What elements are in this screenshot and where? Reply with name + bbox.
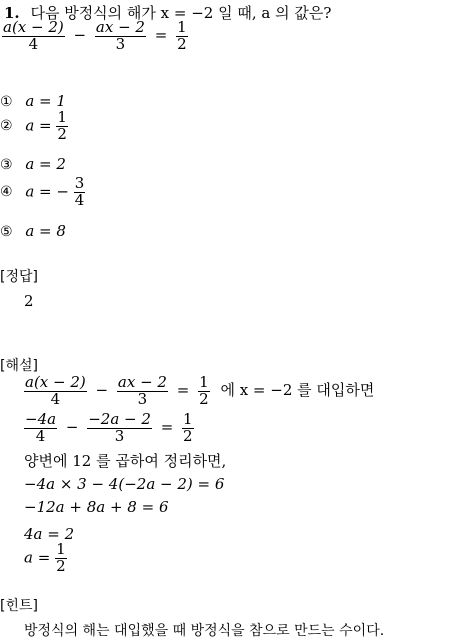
solution-line-2: $\frac{-4a}{4}$ − $\frac{-2a - 2}{3}$ = $\frac{1}{2}$ <box>25 410 193 445</box>
choice-marker: ① <box>0 94 13 110</box>
choice-expr: a = <box>25 116 52 135</box>
choice-4[interactable] <box>0 176 85 209</box>
eq-fraction-rhs: $\frac{1}{2}$ <box>177 18 187 53</box>
question-equation: $\frac{a(x - 2)}{4}$ − $\frac{ax - 2}{3}$ = $\frac{1}{2}$ <box>3 18 187 53</box>
solution-line-7: a = $\frac{1}{2}$ <box>24 540 66 575</box>
choice-1[interactable] <box>0 92 66 110</box>
sol2-fraction-2: $\frac{-2a - 2}{3}$ <box>88 410 151 445</box>
choice-expr: a = 8 <box>25 222 66 240</box>
sol2-fraction-rhs: $\frac{1}{2}$ <box>183 410 193 445</box>
sol7-fraction: $\frac{1}{2}$ <box>56 540 66 575</box>
sol2-fraction-1: $\frac{-4a}{4}$ <box>25 410 57 445</box>
hint-header: [힌트] <box>0 598 38 614</box>
sol1-tail: 에 x = −2 를 대입하면 <box>220 381 375 400</box>
question-number: 1. <box>4 4 20 22</box>
sol1-fraction-1: $\frac{a(x - 2)}{4}$ <box>25 373 86 408</box>
eq-fraction-1: $\frac{a(x - 2)}{4}$ <box>3 18 64 53</box>
solution-header: [해설] <box>0 358 38 374</box>
choice-expr: a = − <box>25 182 69 201</box>
choice-expr: a = 2 <box>25 155 66 173</box>
choice-5[interactable] <box>0 222 66 240</box>
choice-marker: ⑤ <box>0 224 13 240</box>
sol1-fraction-rhs: $\frac{1}{2}$ <box>199 373 209 408</box>
solution-line-5: −12a + 8a + 8 = 6 <box>24 498 169 516</box>
question-text: 다음 방정식의 해가 x = −2 일 때, a 의 값은? <box>30 4 332 22</box>
eq-fraction-2: $\frac{ax - 2}{3}$ <box>95 18 145 53</box>
choice-fraction: $\frac{3}{4}$ <box>74 174 85 209</box>
solution-line-6: 4a = 2 <box>24 525 75 543</box>
solution-line-3: 양변에 12 를 곱하여 정리하면, <box>24 452 227 470</box>
choice-3[interactable] <box>0 155 66 173</box>
choice-marker: ④ <box>0 184 13 201</box>
choice-expr: a = 1 <box>25 92 66 110</box>
answer-value: 2 <box>24 292 34 310</box>
choice-2[interactable] <box>0 110 68 143</box>
solution-line-4: −4a × 3 − 4(−2a − 2) = 6 <box>24 475 225 493</box>
choice-fraction: $\frac{1}{2}$ <box>57 108 67 143</box>
solution-line-1: $\frac{a(x - 2)}{4}$ − $\frac{ax - 2}{3}$ = $\frac{1}{2}$ 에 x = −2 를 대입하면 <box>25 373 375 408</box>
choice-marker: ② <box>0 118 13 135</box>
answer-header: [정답] <box>0 269 38 285</box>
choice-marker: ③ <box>0 157 13 173</box>
sol1-fraction-2: $\frac{ax - 2}{3}$ <box>117 373 167 408</box>
hint-text: 방정식의 해는 대입했을 때 방정식을 참으로 만드는 수이다. <box>24 623 385 639</box>
